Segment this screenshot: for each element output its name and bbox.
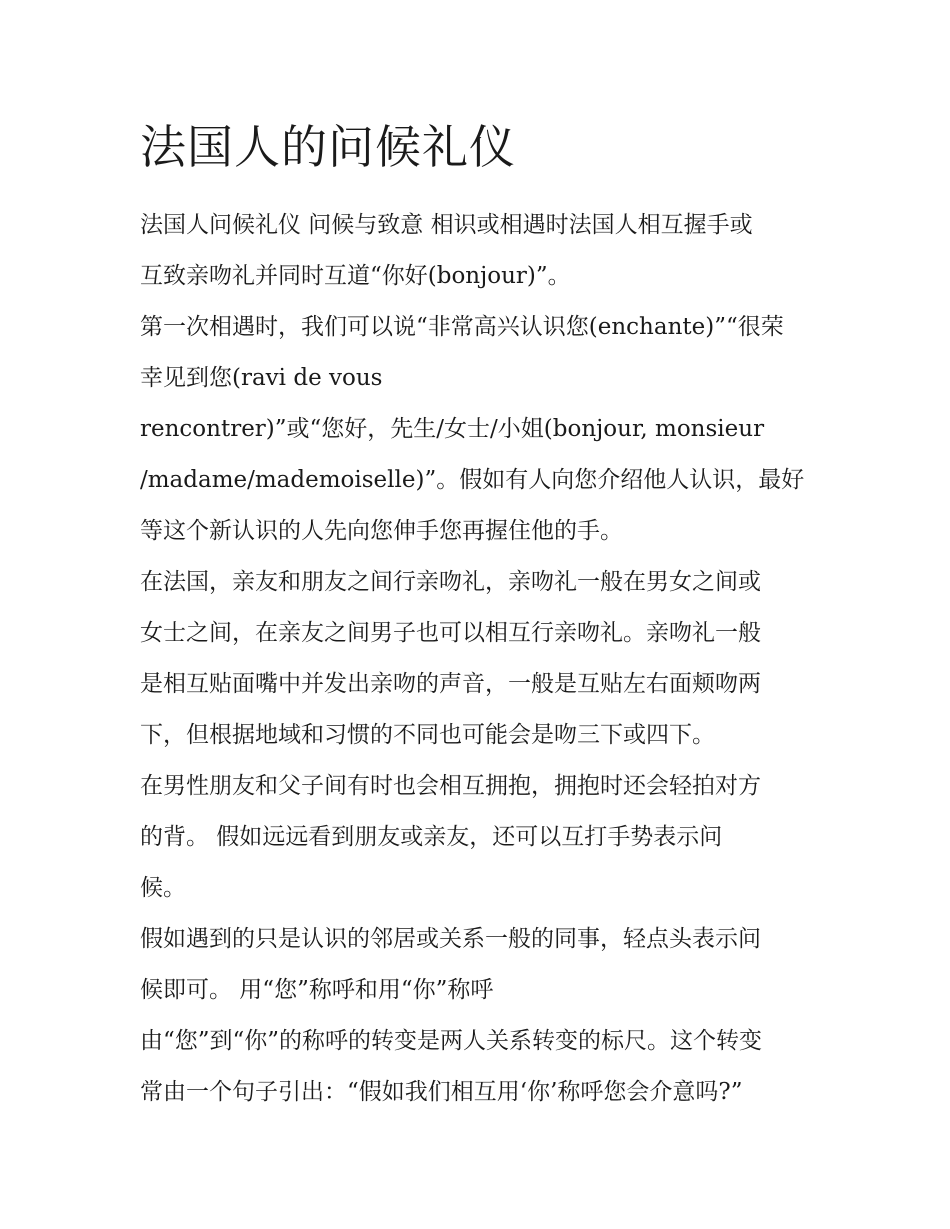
text-line: 互致亲吻礼并同时互道“你好(bonjour)”。: [140, 263, 571, 289]
text-line: 候即可。 用“您”称呼和用“你”称呼: [140, 977, 494, 1003]
document-title: 法国人的问候礼仪: [140, 120, 516, 174]
text-line: 在法国，亲友和朋友之间行亲吻礼，亲吻礼一般在男女之间或: [140, 569, 761, 595]
text-line: 是相互贴面嘴中并发出亲吻的声音，一般是互贴左右面颊吻两: [140, 671, 761, 697]
text-line: /madame/mademoiselle)”。假如有人向您介绍他人认识，最好: [140, 467, 805, 493]
text-line: 女士之间，在亲友之间男子也可以相互行亲吻礼。亲吻礼一般: [140, 620, 761, 646]
text-line: 常由一个句子引出：“假如我们相互用‘你’称呼您会介意吗?”: [140, 1079, 743, 1105]
text-line: 候。: [140, 875, 186, 901]
text-line: 幸见到您(ravi de vous: [140, 365, 383, 391]
text-line: 法国人问候礼仪 问候与致意 相识或相遇时法国人相互握手或: [140, 212, 753, 238]
text-line: 等这个新认识的人先向您伸手您再握住他的手。: [140, 518, 623, 544]
document-body: [140, 112, 812, 1118]
text-line: 假如遇到的只是认识的邻居或关系一般的同事，轻点头表示问: [140, 926, 761, 952]
text-line: 下，但根据地域和习惯的不同也可能会是吻三下或四下。: [140, 722, 715, 748]
text-line: 由“您”到“你”的称呼的转变是两人关系转变的标尺。这个转变: [140, 1028, 763, 1054]
text-line: rencontrer)”或“您好，先生/女士/小姐(bonjour, monsieur: [140, 416, 765, 442]
text-line: 在男性朋友和父子间有时也会相互拥抱，拥抱时还会轻拍对方: [140, 773, 761, 799]
text-line: 的背。 假如远远看到朋友或亲友，还可以互打手势表示问: [140, 824, 723, 850]
text-line: 第一次相遇时，我们可以说“非常高兴认识您(enchante)”“很荣: [140, 314, 784, 340]
